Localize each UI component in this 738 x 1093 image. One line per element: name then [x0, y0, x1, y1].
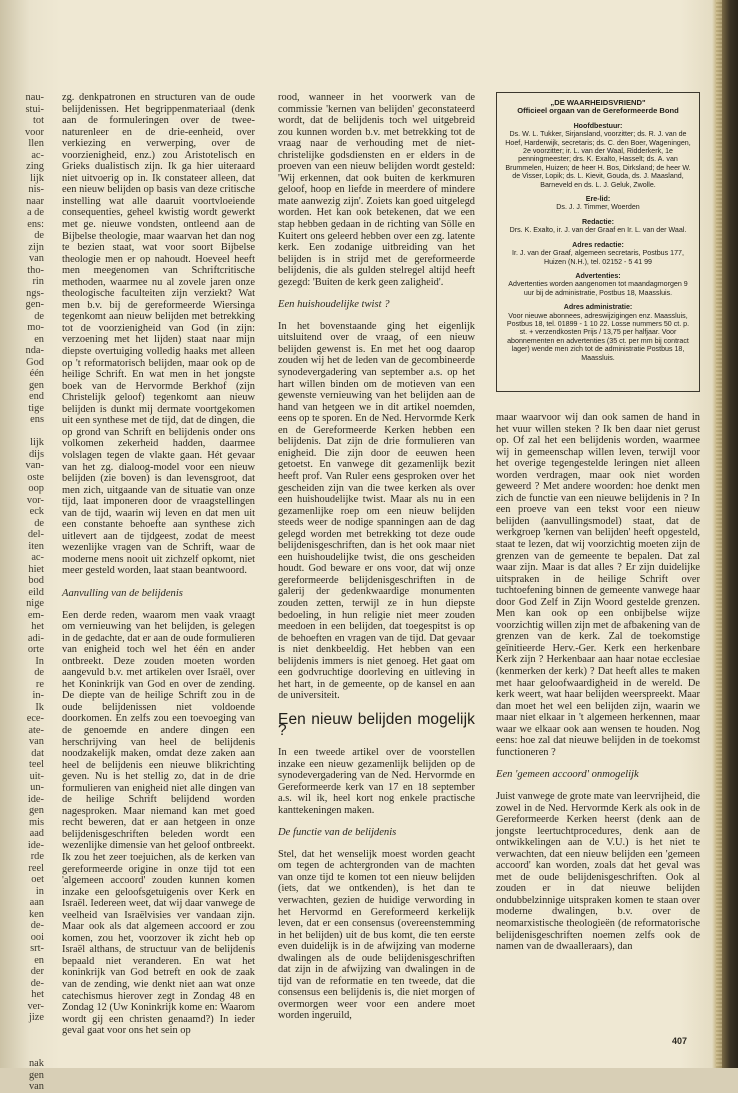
margin-fragment: van — [28, 1081, 44, 1092]
colophon-heading-editor-address: Adres redactie: — [572, 240, 624, 249]
margin-fragment: en — [34, 954, 44, 966]
margin-fragment: jize — [29, 1012, 44, 1023]
margin-fragment: hiet — [28, 563, 44, 575]
colophon-honorary: Ds. J. J. Timmer, Woerden — [556, 203, 640, 212]
margin-fragment: nige — [26, 598, 44, 609]
col2-paragraph-2: In het bovenstaande ging het eigenlijk uitsluitend over de vraag, of een nieuw belijden gewenst is. En met het oog daarop zouden wij het de leden van de gecombineerde synodevergadering van september a.s. op het hart willen binden om de motieven van een gewenste vernieuwing van het belijden aan de hand van hetgeen we in dit artikel noemden, eens op te sporen. En de Ned. Hervormde Kerk en de Gereformeerde Kerken hebben een belijdenis. Dat zijn de drie formulieren van enigheid. Die zijn door de eeuwen heen getoetst. En vanwege dit gezamenlijk bezit heeft prof. Van Ruler eens gesproken over het gescheiden zijn van die twee kerken als over een huishoudelijke twist. Maar als nu in een gezamenlijke roep om een nieuw belijden steeds weer de nodige spanningen aan de dag gelegd worden met betrekking tot deze oude belijdenisgeschriften, dan is het ook maar niet een huishoudelijke twist, die ons gescheiden houdt. God beware er ons voor, dat wij onze gereformeerde belijdenisgeschriften in de galerij der gedenkwaardige monumenten zouden zetten, terwijl ze in hun diepste bedoeling, in hun religie niet meer zouden meedoen in een belijden, dat toegespitst is op de behoeften en vragen van de tijd. Dat gevaar is niet denkbeeldig. Het hebben van een belijdenis immers is niet genoeg. Het gaat om een godvruchtige doorleving en uitleving in het hart, in de gemeente, op de kansel en aan de universiteit. — [278, 320, 475, 702]
colophon-heading-admin: Adres administratie: — [563, 303, 633, 312]
margin-fragment: vor- — [26, 494, 44, 506]
margin-fragment: gen- — [25, 299, 44, 310]
margin-fragment — [0, 1035, 44, 1047]
margin-fragment: zijn — [28, 241, 44, 253]
subheading-huishoudelijke-twist: Een huishoudelijke twist ? — [278, 299, 390, 311]
colophon-heading-editors: Redactie: — [582, 217, 614, 226]
colophon-editor-address: Ir. J. van der Graaf, algemeen secretaris, Postbus 177, Huizen (N.H.), tel. 02152 - 5 41 99 — [512, 249, 684, 266]
margin-fragment: in — [35, 885, 44, 897]
margin-fragment: rde — [30, 851, 44, 862]
margin-fragment: stui- — [25, 103, 44, 115]
margin-fragment: mo- — [27, 322, 44, 333]
colophon-board: Ds. W. L. Tukker, Sirjansland, voorzitter; ds. R. J. van de Hoef, Harderwijk, secretaris; ds. C. den Boer, Wageningen, 2e voorzitter; ir. L. van der Waal, Ridderkerk, 1e penningmeester; drs. K. Exalto, Hasselt; ds. A. van Brummelen, Huizen; de heer H. Bos, Dirksland; de heer W. de Visser, Lopik; ds. L. Kievit, Gouda, ds. J. Maasland, Barneveld en ds. L. J. Geluk, Zwolle. — [505, 130, 691, 189]
margin-fragment: mis — [28, 816, 44, 828]
margin-fragment: ate- — [28, 724, 44, 736]
margin-fragment: ens: — [27, 218, 44, 230]
margin-fragment: ens — [30, 414, 44, 425]
margin-fragment: eild — [28, 586, 44, 598]
margin-fragment: tige — [28, 402, 44, 414]
margin-fragment: dijs — [28, 448, 44, 460]
margin-fragment: het — [31, 621, 44, 632]
margin-fragment: gen — [28, 1069, 44, 1081]
margin-fragment: Ik — [35, 701, 44, 713]
col2-paragraph-3: In een tweede artikel over de voorstellen inzake een nieuw gezamenlijk belijden op de synodevergadering van de Ned. Hervormde en Gereformeerde kerk van 17 en 18 september a.s. wil ik, heel kort nog enkele practische kanttekeningen maken. — [278, 746, 475, 816]
margin-fragment: ide- — [27, 793, 44, 805]
margin-fragment: voor — [24, 126, 44, 138]
margin-fragment: in- — [32, 690, 44, 701]
margin-fragment: gen — [28, 805, 44, 816]
margin-fragment: ac- — [31, 149, 44, 161]
margin-fragment: lijk — [30, 437, 44, 448]
margin-fragment: a de — [26, 207, 44, 218]
margin-fragment: ac- — [31, 552, 44, 563]
margin-fragment — [0, 1024, 44, 1036]
margin-fragment: lijk — [30, 172, 44, 184]
margin-fragment: de — [34, 230, 44, 241]
margin-fragment: teel — [29, 759, 44, 770]
margin-fragment: de — [34, 667, 44, 678]
margin-fragment: aad — [29, 828, 44, 839]
margin-fragment: un- — [30, 782, 44, 793]
colophon-heading-ads: Advertenties: — [575, 271, 621, 280]
col2-paragraph-1: rood, wanneer in het voorwerk van de commissie 'kernen van belijden' geconstateerd wordt, dat de belijdenis toch wel uitgebreid zou kunnen worden b.v. met betrekking tot de vraag naar de verhouding met de niet-christelijke godsdiensten en er elders in de proeven van een nieuw belijden wordt gesteld: 'Wij erkennen, dat ook buiten de kerkmuren geloof, hoop en liefde in meerdere of mindere mate aanwezig zijn'. Zoiets kan goed uitgelegd worden. Het kan ook betekenen, dat we een stap hebben gedaan in de richting van Sölle en Kuitert ons geleerd hebben over een zg. latente kerk. Een zodanige uitbreiding van het belijden is in strijd met de gereformeerde belijdenis, die als gulden stelregel altijd heeft gezegd: 'Buiten de kerk geen zaligheid'. — [278, 92, 475, 288]
margin-fragment: van — [28, 736, 44, 747]
binding-edge — [716, 0, 722, 1068]
column-2 — [278, 92, 475, 1022]
margin-fragment: llen — [28, 138, 44, 149]
margin-fragment: re — [35, 678, 44, 690]
left-margin-fragments — [0, 92, 44, 1093]
margin-fragment: de — [34, 517, 44, 529]
margin-fragment: adi- — [27, 632, 44, 644]
margin-fragment: zing — [26, 161, 44, 172]
margin-fragment: ooi — [30, 931, 44, 943]
margin-fragment: God — [26, 356, 44, 368]
margin-fragment: oet — [31, 874, 44, 885]
margin-fragment: nau- — [25, 92, 44, 103]
margin-fragment: naar — [26, 195, 44, 207]
margin-fragment: dat — [31, 747, 44, 759]
margin-fragment: oste — [27, 471, 44, 483]
margin-fragment: nak — [28, 1058, 44, 1069]
colophon-ads: Advertenties worden aangenomen tot maandagmorgen 9 uur bij de administratie, Postbus 18, Maassluis. — [508, 280, 688, 297]
margin-fragment: srt- — [30, 943, 44, 954]
margin-fragment: In — [35, 655, 44, 667]
margin-fragment: uit- — [29, 770, 44, 782]
section-heading: Een nieuw belijden mogelijk ? — [278, 710, 475, 740]
colophon-heading-board: Hoofdbestuur: — [573, 121, 623, 130]
margin-fragment: ece- — [26, 713, 44, 724]
margin-fragment: end — [28, 391, 44, 402]
subheading-aanvulling: Aanvulling van de belijdenis — [62, 587, 183, 599]
margin-fragment: ngs- — [26, 287, 44, 299]
margin-fragment — [0, 1047, 44, 1059]
margin-fragment: de- — [30, 920, 44, 931]
margin-fragment: nis- — [28, 184, 44, 195]
margin-fragment: ken — [28, 908, 44, 920]
margin-fragment: rin — [32, 276, 44, 287]
colophon-box — [496, 92, 700, 392]
margin-fragment: reel — [28, 862, 44, 874]
margin-fragment: eck — [29, 506, 44, 517]
col3-paragraph-2: Juist vanwege de grote mate van leervrijheid, die zowel in de Ned. Hervormde Kerk als ook in de Gereformeerde Kerken heerst (denk aan de jongste leertuchtprocedures, denk aan de ontwikkelingen aan de V.U.) is het niet te verwachten, dat een nieuw belijden een 'gemeen accoord' kan worden, zoals dat het geval was met de oude belijdenisgeschriften. Ook al zouden er in dat nieuwe belijden ondubbelzinnige uitspraken komen te staan over moderne dwalingen, b.v. over de neomarxistische theologieën (de reformatorische belijdenisgeschriften noemen zelfs ook de namen van de dwaalleraars), dan — [496, 790, 700, 953]
margin-fragment: de — [34, 310, 44, 322]
margin-fragment: iten — [28, 540, 44, 552]
margin-fragment: tho- — [27, 264, 44, 276]
colophon-editors: Drs. K. Exalto, ir. J. van der Graaf en Ir. L. van der Waal. — [509, 226, 687, 235]
margin-fragment: oop — [28, 483, 44, 494]
margin-fragment: de- — [30, 977, 44, 989]
margin-fragment — [0, 426, 44, 438]
margin-fragment: van — [28, 253, 44, 264]
subheading-gemeen-accoord: Een 'gemeen accoord' onmogelijk — [496, 769, 639, 781]
column-1 — [62, 92, 255, 1037]
col1-paragraph-2: Een derde reden, waarom men vaak vraagt om vernieuwing van het belijden, is gelegen in de gedachte, dat er aan de oude formulieren van enigheid toch wel het één en ander ontbreekt. Deze zouden moeten worden aangevuld b.v. met artikelen over Israël, over het Koninkrijk van God en over de zending. De diepte van de heilige Schrift zou in de oude belijdenissen niet voldoende doorkomen. En zelfs zou een toevoeging van de genoemde en andere dingen een herschrijving van heel de belijdenis noodzakelijk maken, omdat deze zaken aan heel de belijdenis een nieuwe blikrichting geven. Nu is het stellig zo, dat in de drie formulieren van enigheid niet alle dingen van de heilige Schrift belijdend worden nagesproken. Maar niemand kan met goed recht beweren, dat er aan hetgeen in onze belijdenisgeschriften beleden wordt een wezenlijke dimensie van het geloof ontbreekt. Ik zou het zeer toejuichen, als de kerken van gereformeerde origine in onze tijd tot een 'algemeen accoord' zouden kunnen komen inzake een geloofsgetuigenis over Kerk en Israël. Iedereen weet, dat wij daar vanwege de veelheid van Israëlvisies ver vandaan zijn. Maar ook als dat algemeen accoord er zou komen, zou het, voorzover ik zicht heb op Israël althans, de structuur van de belijdenis bepaald niet veranderen. En wat het koninkrijk van God betreft en ook de zaak van de zending, wie denkt niet aan wat onze catechismus hierover zegt in Zondag 48 en Zondag 12 (Uw Koninkrijk kome en: Waarom wordt gij een christen genaamd?) In ieder geval gaat voor ons het sein op — [62, 609, 255, 1037]
margin-fragment: het — [31, 989, 44, 1000]
margin-fragment: ide- — [27, 839, 44, 851]
colophon-heading-honorary: Ere-lid: — [585, 195, 611, 204]
col1-paragraph-1: zg. denkpatronen en structuren van de oude belijdenissen. Het begrippenmateriaal (denk aan de formuleringen over de twee-naturenleer en de drie-eenheid, over verkiezing en verwerping, over de voorzienigheid, enz.) zou Aristotelisch en Grieks dualistisch zijn. Ik ga hier uiteraard niet uitvoerig op in. Ik constateer alleen, dat een nieuw belijden op basis van deze critische instelling wat alle daaruit voortvloeiende consequenties, geheel kwistig wordt gewerkt met ge. nieuwe vondsten, ontleend aan de Bijbelse theologie, maar waarvan het dan nog te bezien staat, wat voor soort Bijbelse theologie men er op nahoudt. Hoeveel heeft men meegenomen van Schriftcritische methoden, waarmee nu al zovele jaren onze theologische faculteiten zijn verziekt? Wat men b.v. bij de gereformeerde Wiersinga tegenkomt aan nieuw belijden met betrekking tot de voorzienigheid van God (in zijn: verzoening met het lijden) staat naar mijn diepste overtuiging volledig haaks met alleen op 't reformatorisch belijden, maar ook op de heilige Schrift. En wat men in het jongste boek van de Hervormde Berkhof (zijn Christelijk geloof) tegenkomt aan nieuw belijden is dunkt mij dermate voortgekomen uit een synthese met de tijd, dat de dingen, die op grond van Schrift en belijdenis onder ons volkomen zekerheid hadden, daarmee volslagen tegen de vlakte gaan. Hét gevaar van het zg. dialoog-model voor een nieuw belijden (zie boven) is dan levensgroot, dat men zich, uitgaande van de situatie van onze tijd, laat imponeren door de vraagstellingen van de tijd, waarin wij leven en dat men uit een constante behoefte aan synthese zich uitlevert aan de tijdgeest, zodat de meest wezenlijke vragen van de Schrift, waar de moderne mens nooit uit zichzelf opkomt, niet meer gesteld worden, laat staan beantwoord. — [62, 92, 255, 577]
margin-fragment: em- — [27, 609, 44, 621]
margin-fragment: orte — [27, 644, 44, 655]
margin-fragment: tot — [33, 115, 44, 126]
margin-fragment: gen — [28, 379, 44, 391]
margin-fragment: nda- — [25, 345, 44, 356]
colophon-subtitle: Officieel orgaan van de Gereformeerde Bond — [517, 106, 679, 116]
page-number: 407 — [672, 1036, 688, 1046]
colophon-admin: Voor nieuwe abonnees, adreswijzigingen enz. Maassluis, Postbus 18, tel. 01899 - 1 10 22. Losse nummers 50 ct. p. st. + verzendkosten Prijs / 13,75 per halfjaar. Voor abonnementen en advertenties (35 ct. per mm bij contract lager) wende men zich tot de administratie Postbus 18, Maassluis. — [506, 311, 690, 362]
margin-fragment: en — [34, 333, 44, 345]
margin-fragment: del- — [27, 529, 44, 540]
margin-fragment: ver- — [27, 1000, 44, 1012]
margin-fragment: der — [30, 966, 44, 977]
margin-fragment: één — [29, 368, 44, 379]
subheading-functie: De functie van de belijdenis — [278, 827, 397, 839]
col3-paragraph-1: maar waarvoor wij dan ook samen de hand in het vuur willen steken ? Ik ben daar niet gerust op. Of zal het een belijdenis worden, waarmee wij in gemeenschap willen leven, terwijl voor het overige tegengestelde leringen niet alleen worden verdragen, maar ook niet worden geweerd ? Met andere woorden: hoe denkt men zich de functie van een nieuwe belijdenis in ? In een proeve van een tekst voor een nieuw belijden (aanvullingsmodel) staat, dat de werkgroep 'kernen van belijden' heeft opgesteld, staat te lezen, dat wij voorzichtig moeten zijn de grenzen van de gemeente te bepalen. Dat zal waar zijn. Maar is dat alles ? Er zijn duidelijke uitspraken in de heilige Schrift over tuchtoefening binnen de gemeente vanwege haar door God Zelf in Zijn Woord gestelde grenzen. Men kan ook op een onbijbelse wijze voorzichtig willen zijn met de afbakening van de grenzen van de kerk. Zal de toekomstige geïnitieerde Herv.-Ger. Kerk een herkenbare Kerk zijn ? Herkenbaar aan haar notae ecclesiae (kenmerken der kerk) ? Dat heeft alles te maken met haar geloofwaardigheid in de wereld. De kerk weert, wat haar belijden weerspreekt. Maar dan moet het wel een belijden zijn, waarin we maar niet elkaar in 't algemeen herkennen, maar waar we elkaar ook aan wensen te houden. Nog eens: hoe zal dat nieuwe belijden in de toekomst functioneren ? — [496, 412, 700, 758]
colophon-title: „DE WAARHEIDSVRIEND" — [550, 98, 646, 107]
margin-fragment: aan — [29, 897, 44, 908]
column-3 — [496, 412, 700, 953]
margin-fragment: van- — [25, 460, 44, 471]
col2-paragraph-4: Stel, dat het wenselijk moest worden geacht om tegen de achtergronden van de machten van onze tijd te komen tot een nieuw belijden (iets, dat we ontkenden), is het dan te verwachten, gezien de huidige verwording in het Hervormd en Gereformeerd kerkelijk leven, dat er een consensus (overeenstemming in het belijden) uit de bus komt, die ten eerste even duidelijk is in de afwijzing van moderne dwalingen als de oude belijdenisgeschriften dat zijn in de afwijzing van dwalingen in de tijd van de reformatie en ten tweede, dat die consensus een belijdenis is, die niet morgen of overmorgen weer voor een andere moet worden ingeruild, — [278, 848, 475, 1022]
margin-fragment: bod — [28, 575, 44, 586]
